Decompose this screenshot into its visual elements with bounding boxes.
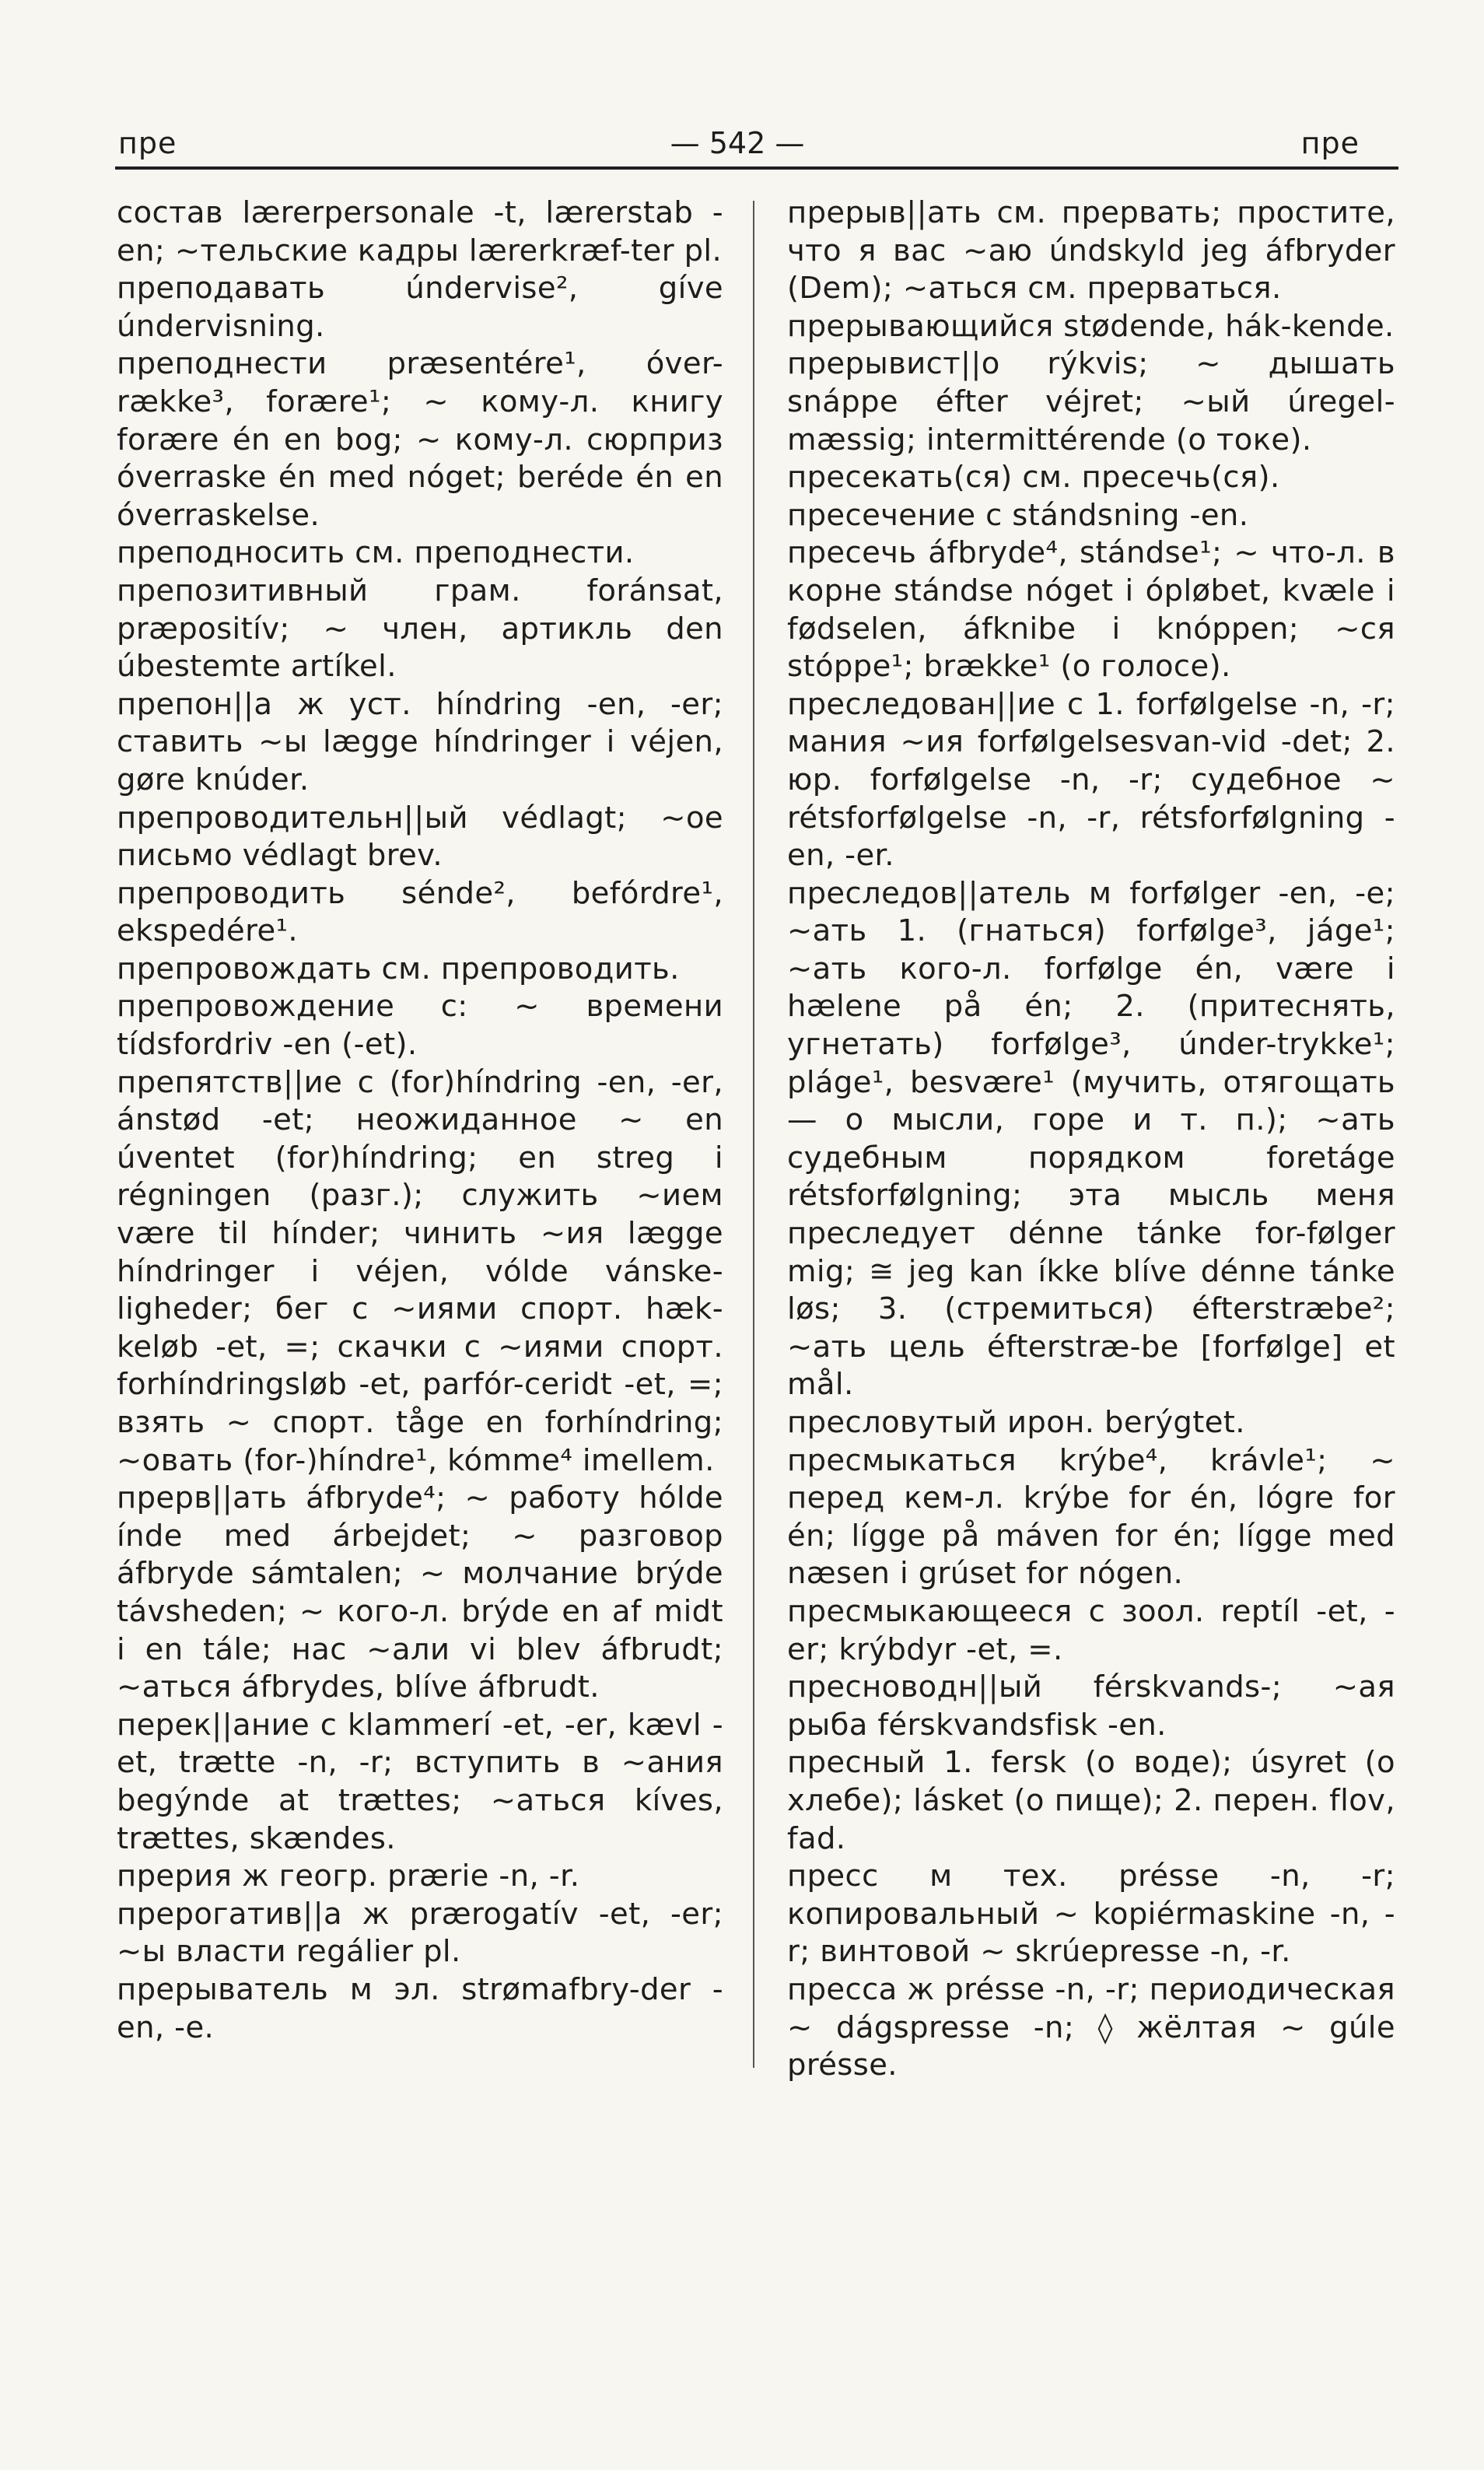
entry: пресса ж présse -n, -r; периодическая ~ dágspresse -n; ◊ жёлтая ~ gúle présse. xyxy=(787,1971,1395,2083)
entry: прерогатив||а ж prærogatív -et, -er; ~ы власти regálier pl. xyxy=(117,1896,723,1970)
entry: препроводительн||ый védlagt; ~ое письмо védlagt brev. xyxy=(117,800,723,874)
right-column xyxy=(787,194,1395,2085)
entry: пресекать(ся) см. пресечь(ся). xyxy=(787,460,1280,496)
entry: состав lærerpersonale -t, lærerstab -en; ~тельские кадры lærerkræf-ter pl. xyxy=(117,195,723,268)
entry: прерыв||ать см. прервать; простите, что я вас ~аю úndskyld jeg áfbryder (Dem); ~аться см. прерваться. xyxy=(787,195,1395,307)
entry: прерыватель м эл. strømafbry-der -en, -e. xyxy=(117,1971,723,2045)
entry: пресмыкаться krýbe⁴, krávle¹; ~ перед кем-л. krýbe for én, lógre for én; lígge på máven for én; lígge med næsen i grúset for nógen. xyxy=(787,1442,1395,1592)
entry: преследов||атель м forfølger -en, -e; ~ать 1. (гнаться) forfølge³, jáge¹; ~ать кого-л. forfølge én, være i hælene på én; 2. (притеснять, угнетать) forfølge³, únder-trykke¹; pláge¹, besvære¹ (мучить, отягощать — о мысли, горе и т. п.); ~ать судебным порядком foretáge rétsforfølgning; эта мысль меня преследует dénne tánke for-følger mig; ≅ jeg kan íkke blíve dénne tánke løs; 3. (стремиться) éfterstræbe²; ~ать цель éfterstræ-be [forfølge] et mål. xyxy=(787,875,1395,1403)
entry: прерия ж геогр. prærie -n, -r. xyxy=(117,1859,580,1894)
entry: преподавать úndervise², gíve úndervisning. xyxy=(117,271,723,344)
entry: препятств||ие с (for)híndring -en, -er, ánstød -et; неожиданное ~ en úventet (for)híndring; en streg i régningen (разг.); служить ~ием være til hínder; чинить ~ия lægge híndringer i véjen, vólde vánske-ligheder; бег с ~иями спорт. hæk-keløb -et, =; скачки с ~иями спорт. forhíndringsløb -et, parfór-ceridt -et, =; взять ~ спорт. tåge en forhíndring; ~овать (for-)híndre¹, kómme⁴ imellem. xyxy=(117,1064,723,1478)
entry: преподносить см. преподнести. xyxy=(117,535,635,571)
right-guide-word: пре xyxy=(1300,126,1360,160)
left-guide-word: пре xyxy=(118,126,177,160)
entry: преподнести præsentére¹, óver-række³, forære¹; ~ кому-л. книгу forære én en bog; ~ кому-л. сюрприз óverraske én med nóget; beréde én en óverraskelse. xyxy=(117,346,723,533)
entry: препон||а ж уст. híndring -en, -er; ставить ~ы lægge híndringer i véjen, gøre knúder. xyxy=(117,686,723,797)
entry: препровождение с: ~ времени tídsfordriv -en (-et). xyxy=(117,989,723,1063)
entry: прерывист||о rýkvis; ~ дышать snáppe éfter véjret; ~ый úregel-mæssig; intermittérende (о токе). xyxy=(787,346,1395,457)
left-column xyxy=(117,194,723,2047)
entry: пресечение с stándsning -en. xyxy=(787,497,1249,533)
entry: пресный 1. fersk (о воде); úsyret (о хлебе); lásket (о пище); 2. перен. flov, fad. xyxy=(787,1745,1395,1856)
entry: прерывающийся stødende, hák-kende. xyxy=(787,308,1395,344)
entry: пресловутый ирон. berýgtet. xyxy=(787,1405,1245,1440)
header-rule xyxy=(115,166,1398,170)
entry: пресмыкающееся с зоол. reptíl -et, -er; krýbdyr -et, =. xyxy=(787,1593,1395,1667)
page-header xyxy=(115,117,1360,170)
column-divider xyxy=(753,201,754,2068)
entry: пресс м тех. présse -n, -r; копировальный ~ kopiérmaskine -n, -r; винтовой ~ skrúepresse -n, -r. xyxy=(787,1859,1395,1970)
entry: пресноводн||ый férskvands-; ~ая рыба férskvandsfisk -en. xyxy=(787,1669,1395,1743)
entry: препозитивный грам. foránsat, præpositív; ~ член, артикль den úbestemte artíkel. xyxy=(117,573,723,685)
entry: препровождать см. препроводить. xyxy=(117,951,680,986)
entry: перек||ание с klammerí -et, -er, kævl -et, trætte -n, -r; вступить в ~ания begýnde at trættes; ~аться kíves, trættes, skændes. xyxy=(117,1707,723,1856)
entry: пресечь áfbryde⁴, stándse¹; ~ что-л. в корне stándse nóget i ópløbet, kvæle i fødselen, áfknibe i knóppen; ~ся stóppe¹; brække¹ (о голосе). xyxy=(787,535,1395,685)
entry: преследован||ие с 1. forfølgelse -n, -r; мания ~ия forfølgelsesvan-vid -det; 2. юр. forfølgelse -n, -r; судебное ~ rétsforfølgelse -n, -r, rétsforfølgning -en, -er. xyxy=(787,686,1395,874)
entry: препроводить sénde², befórdre¹, ekspedére¹. xyxy=(117,875,723,949)
page-number: — 542 — xyxy=(670,126,805,160)
entry: прерв||ать áfbryde⁴; ~ работу hólde índe med árbejdet; ~ разговор áfbryde sámtalen; ~ молчание brýde távsheden; ~ кого-л. brýde en af midt i en tále; нас ~али vi blev áfbrudt; ~аться áfbrydes, blíve áfbrudt. xyxy=(117,1480,723,1705)
